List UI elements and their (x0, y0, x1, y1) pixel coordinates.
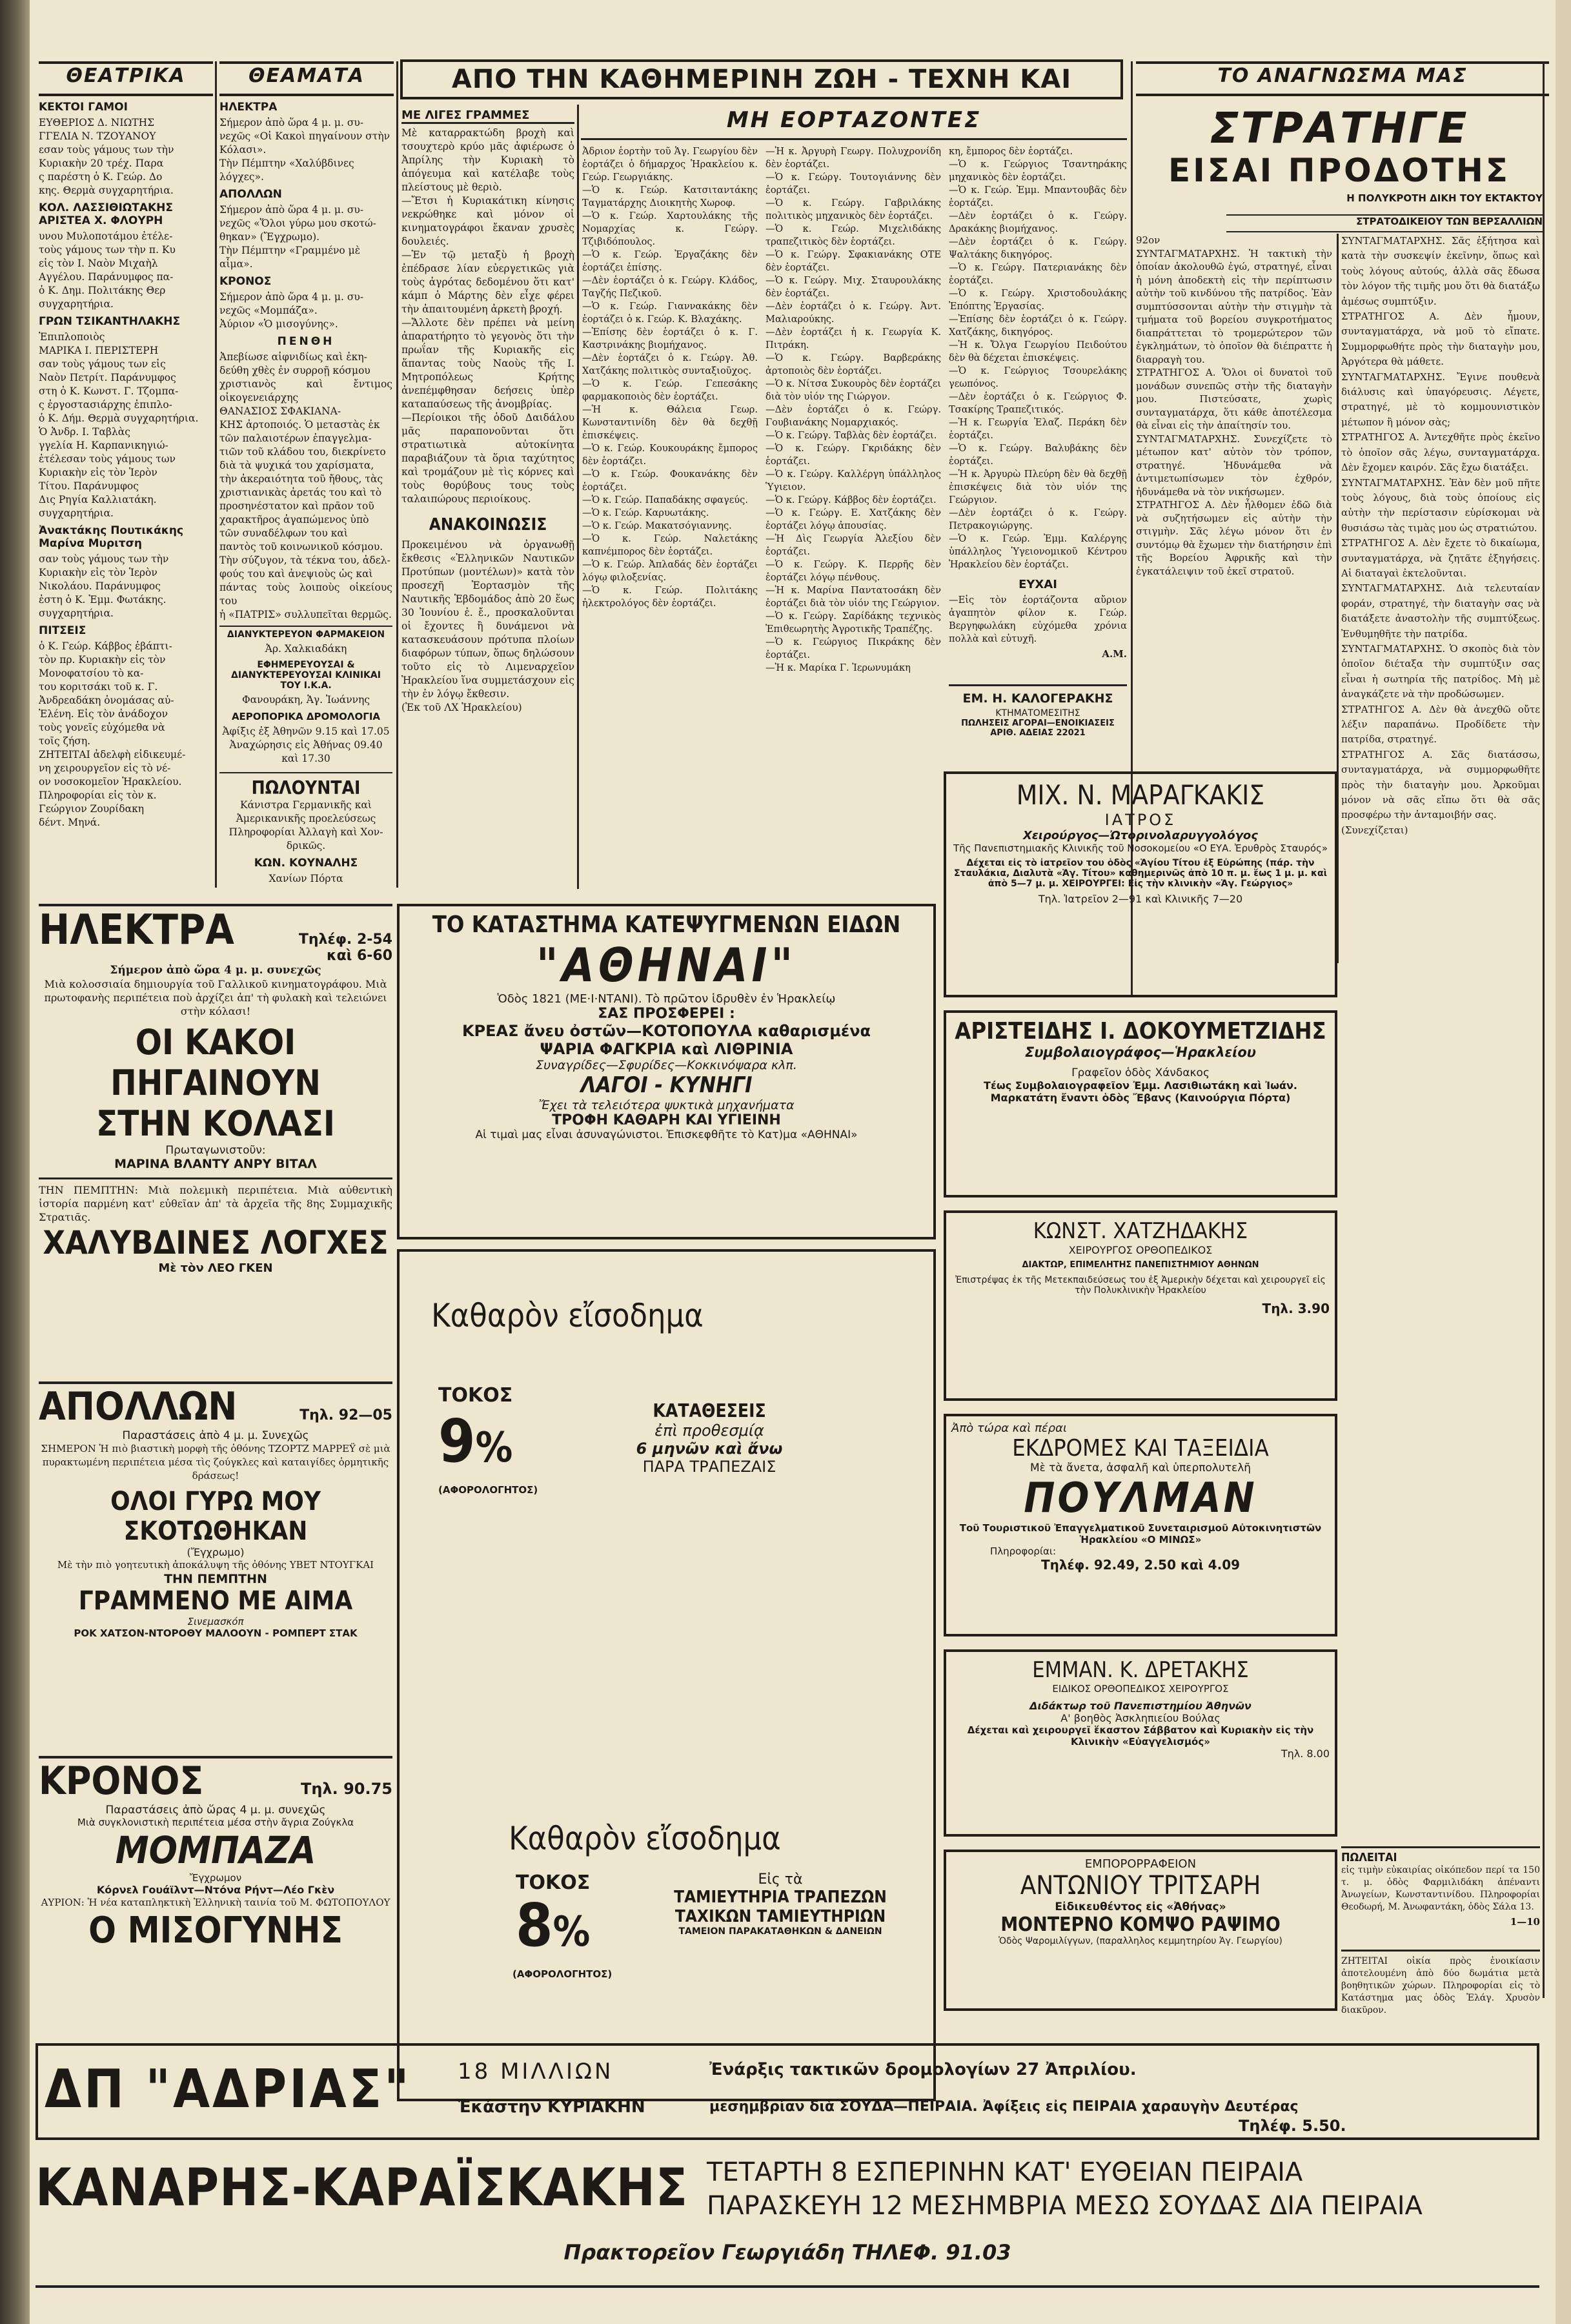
section-title: ΔΙΑΝΥΚΤΕΡΕΥΟΝ ΦΑΡΜΑΚΕΙΟΝ (219, 626, 392, 640)
dretakis-l2: Α' βοηθὸς Ἀσκληπιείου Βούλας (1060, 1712, 1221, 1724)
polountai-address: Χανίων Πόρτα (269, 873, 343, 884)
item-body: Ἐπιπλοποιὸς ΜΑΡΙΚΑ Ι. ΠΕΡΙΣΤΕΡΗ σαν τοὺς γάμους των εἰς Ναὸν Πετρίτ. Παράνυμφος στη ὁ Κ. Κωνστ. Γ. Τζομπα- ς ἐργοστασιάρχης ἐπιπλο- ὁ Κ. Δήμ. Θερμὰ συγχαρητήρια. Ὁ Ἀνδρ. Ι. Ταβλὰς γγελία Η. Καρπανικηγιώ- ἐτέλεσαν τοὺς γάμους των Κυριακὴν εἰς τὸν Ἱερὸν Τίτου. Παράνυμφος Δις Ρηγία Καλλιατάκη. συγχαρητήρια. (39, 331, 199, 519)
item-body: σαν τοὺς γάμους των τὴν Κυριακὴν εἰς τὸν Ἱερὸν Νικολάου. Παράνυμφος ἐστη ὁ Κ. Ἐμμ. Φωτάκης. συγχαρητήρια. (39, 553, 169, 619)
ilektra-film-2: ΣΤΗΝ ΚΟΛΑΣΙ (96, 1103, 335, 1144)
apollon-line1: Παραστάσεις ἀπὸ 4 μ. μ. Συνεχῶς (122, 1429, 309, 1442)
adrias-ship-ad (35, 2043, 1539, 2140)
section-title: ΑΕΡΟΠΟΡΙΚΑ ΔΡΟΜΟΛΟΓΙΑ (231, 711, 381, 722)
bank-percent-2: % (552, 1908, 591, 1956)
apollon-color: (Ἔγχρωμο) (187, 1546, 245, 1558)
to-anagnosma-header: ΤΟ ΑΝΑΓΝΩΣΜΑ ΜΑΣ (1136, 61, 1549, 96)
adrias-name: ΔΠ "ΑΔΡΙΑΣ" (45, 2059, 412, 2120)
kanaris-name: ΚΑΝΑΡΗΣ-ΚΑΡΑΪΣΚΑΚΗΣ (35, 2157, 688, 2217)
dokoumetzidis-ad (944, 1010, 1337, 1198)
kronos-line2: Μιὰ συγκλονιστικὴ περιπέτεια μέσα στὴν ἄγρια Ζούγκλα (77, 1817, 354, 1828)
section-body: Ἀρ. Χαλκιαδάκη (265, 643, 347, 655)
kalogerakis-l3: ΑΡΙΘ. ΑΔΕΙΑΣ 22021 (990, 728, 1086, 738)
section-body: Σήμερον ἀπὸ ὥρα 4 μ. μ. συ- νεχῶς «Μομπάζα». Ἀύριον «Ὁ μισογύνης». (219, 291, 364, 330)
maragkakis-name: ΜΙΧ. Ν. ΜΑΡΑΓΚΑΚΙΣ (1016, 779, 1265, 811)
section-body: Φανουράκη, Ἁγ. Ἰωάννης (241, 694, 370, 706)
maragkakis-l3: Δέχεται εἰς τὸ ἰατρεῖον του ὁδὸς «Ἁγίου Τίτου ἐξ Εὐρώπης (πάρ. τὴν Σταυλάκια, Διαλυτὰ «Ἁγ. Τίτου» καθημερινῶς ἀπὸ 10 π. μ. ἕως 1 μ. μ. καὶ ἀπὸ 5—7 μ. μ. ΧΕΙΡΟΥΡΓΕΙ: Εἰς τὴν κλινικὴν «Ἁγ. Γεώργιος» (953, 858, 1328, 889)
binding-spine (0, 0, 30, 2324)
non-celebrants-title: ΜΗ ΕΟΡΤΑΖΟΝΤΕΣ (581, 105, 1127, 140)
kronos-next: ΑΥΡΙΟΝ: Ἡ νέα καταπληκτικὴ Ἑλληνικὴ ταινία τοῦ Μ. ΦΩΤΟΠΟΥΛΟΥ (41, 1897, 390, 1908)
tritsaris-l3: Ὁδὸς Ψαρομιλίγγων, (παραλληλος κεμμητηρίου Ἁγ. Γεωργίου) (998, 1936, 1282, 1946)
section-body: Ἀπεβίωσε αἰφνιδίως καὶ ἐκη- δεύθη χθὲς ἐν συρροῇ κόσμου χριστιανὸς καὶ ἔντιμος οἰκογενειάρχης ΘΑΝΑΣΙΟΣ ΣΦΑΚΙΑΝΑ- ΚΗΣ ἀρτοποιός. Ὁ μεταστὰς ἐκ τῶν παλαιοτέρων ἐπαγγελμα- τιῶν τοῦ κλάδου του, διεκρίνετο διὰ τὰ ψυχικά του χαρίσματα, τὴν ἀκεραιότητα τοῦ ἤθους, τὰς χριστιανικὰς ἀρετάς του καὶ τὸ προσηνέστατον καὶ πρᾶον τοῦ χαρακτῆρος ἀγαπώμενος ὑπὸ τῶν συναδέλφων του καὶ παντὸς τοῦ κοινωνικοῦ κόσμου. Τὴν σύζυγον, τὰ τέκνα του, ἀδελ- φούς του καὶ ἀνεψιοὺς ὡς καὶ πάντας τοὺς λοιποὺς οἰκείους του ἡ «ΠΑΤΡΙΣ» συλλυπεῖται θερμῶς. (219, 351, 392, 620)
athinai-l5: Ἔχει τὰ τελειότερα ψυκτικὰ μηχανήματα (538, 1098, 795, 1112)
section-title: ΑΠΟΛΛΩΝ (219, 188, 282, 201)
apollon-cinemascope: Σινεμασκόπ (187, 1616, 244, 1627)
kalogerakis-name: ΕΜ. Η. ΚΑΛΟΓΕΡΑΚΗΣ (962, 691, 1113, 706)
ilektra-stars-label: Πρωταγωνιστοῦν: (165, 1144, 266, 1157)
pouman-l1: Μὲ τὰ ἄνετα, ἀσφαλῆ καὶ ὑπερπολυτελῆ (1029, 1462, 1252, 1474)
item-title: ΠΙΤΣΕΙΣ (39, 624, 86, 637)
tritsaris-l0: ΕΜΠΟΡΟΡΡΑΦΕΙΟΝ (1084, 1857, 1197, 1871)
kronos-next-film: Ο ΜΙΣΟΓΥΝΗΣ (88, 1910, 343, 1952)
chatzidakis-role: ΧΕΙΡΟΥΡΓΟΣ ΟΡΘΟΠΕΔΙΚΟΣ (1068, 1244, 1213, 1256)
kronos-stars: Κόρνελ Γουάϊλντ—Ντόνα Ρήντ—Λέο Γκὲν (96, 1884, 335, 1896)
non-celebrants-col-c (949, 145, 1127, 681)
bank-b3: ΤΑΧΙΚΩΝ ΤΑΜΙΕΥΤΗΡΙΩΝ (674, 1907, 886, 1926)
tritsaris-l2: ΜΟΝΤΕΡΝΟ ΚΟΜΨΟ ΡΑΨΙΜΟ (1000, 1913, 1281, 1936)
kanaris-ship-ad (35, 2150, 1539, 2288)
apollon-name: ΑΠΟΛΛΩΝ (39, 1384, 238, 1429)
adrias-b1a: 18 ΜΙΛΛΙΩΝ (458, 2059, 614, 2084)
apollon-tel: Τηλ. 92—05 (299, 1407, 392, 1423)
item-title: ΚΕΚΤΟΙ ΓΑΜΟΙ (39, 101, 128, 114)
kalogerakis-l1: ΚΤΗΜΑΤΟΜΕΣΙΤΗΣ (995, 708, 1080, 719)
pwleitai-body: εἰς τιμὴν εὐκαιρίας οἰκόπεδον περί τα 150 τ. μ. ὁδὸς Φαρμιλιδάκη ἀπέναντι Ἀνωγείων, Κωνσταντινίδου. Πληροφορίαι Θεοδωρή, Μ. Ἀνωφαντάκη, ὁδὸς Σάλα 13. (1341, 1865, 1540, 1912)
chatzidakis-name: ΚΩΝΣΤ. ΧΑΤΖΗΔΑΚΗΣ (1033, 1218, 1248, 1244)
apollon-film: ΟΛΟΙ ΓΥΡΩ ΜΟΥ ΣΚΟΤΩΘΗΚΑΝ (110, 1487, 321, 1546)
ilektra-name: ΗΛΕΚΤΡΑ (39, 906, 234, 954)
ilektra-next-star: Μὲ τὸν ΛΕΟ ΓΚΕΝ (158, 1261, 273, 1275)
item-body: ὁ Κ. Γεώρ. Κάββος ἐβάπτι- τὸν πρ. Κυριακὴν εἰς τὸν Μονοφατσίου τὸ κα- του κοριτσάκι τοῦ κ. Γ. Ἀνδρεαδάκη ὀνομάσας αὐ- Ἐλένη. Εἰς τὸν ἀνάδοχον τοὺς γονεῖς εὐχόμεθα νὰ τοῖς ζήση. ΖΗΤΕΙΤΑΙ ἀδελφὴ εἰδικευμέ- νη χειρουργεῖον εἰς τὸ νέ- ον νοσοκομεῖον Ἡρακλείου. Πληροφορίαι εἰς τὸν κ. Γεώργιον Ζουρίδακη δέντ. Μηνά. (39, 640, 186, 828)
serial-subtitle-2: ΣΤΡΑΤΟΔΙΚΕΙΟΥ ΤΩΝ ΒΕΡΣΑΛΛΙΩΝ (1226, 214, 1543, 232)
wishes-body: —Εἰς τὸν ἑορτάζοντα αὔριον ἀγαπητὸν φίλον κ. Γεώρ. Βεργηφωλάκη εὐχόμεθα χρόνια πολλὰ καὶ εὐτυχῆ. (949, 595, 1127, 644)
serial-text-a: 92ον ΣΥΝΤΑΓΜΑΤΑΡΧΗΣ. Ἡ τακτικὴ τὴν ὁποίαν ἀκολουθῶ ἐγώ, στρατηγέ, εἶναι ἡ μόνη ἀποδεκτὴ εἰς τὴν περίπτωσιν αὐτὴν τοῦ κινδύνου τῆς πατρίδος. Ἐὰν συμπτύσσονται αὐτὴν τὴν στιγμὴν τὰ τμήματα τοῦ βορείου συγκροτήματος διαπράττεται τὸ τρομερώτερον τῶν ἐγκλημάτων, τὸ ὁποῖον θὰ διέπραττε ἡ διαρραγὴ του. ΣΤΡΑΤΗΓΟΣ Α. Ὅλοι οἱ δυνατοὶ τοῦ μονάδων συνεπῶς στὴν τῆς διαταγὴν μου. Πιστεύσατε, χωρὶς συνταγματάρχα, ὅτι κάθε ἀποτέλεσμα θὰ εἶναι εἰς τὴν ἀπαίτησίν του. ΣΥΝΤΑΓΜΑΤΑΡΧΗΣ. Συνεχίζετε τὸ μέτωπον κατ' αὐτὸν τὸν τρόπον, στρατηγέ. Ἡδυνάμεθα νὰ ἀντιμετωπίσωμεν τὸν ἐχθρόν, ἠδυνάμεθα νὰ τὸν νικήσωμεν. ΣΤΡΑΤΗΓΟΣ Α. Δὲν ἦλθομεν ἐδῶ διὰ νὰ συζητήσωμεν εἰς αὐτὴν τὴν στιγμὴν. Σᾶς λέγω μόνον ὅτι ἐν συντόμῳ θὰ ἔχωμεν τὴν διατήρησιν ἐπὶ τῆς Βορείου Ἀφρικῆς καὶ τὴν ἐγκατάλειψιν τοῦ ἐκεῖ στρατοῦ. (1136, 234, 1332, 577)
non-celebrants-col-c-text: κη, ἔμπορος δὲν ἑορτάζει. —Ὁ κ. Γεώργιος Τσαντηράκης μηχανικὸς δὲν ἑορτάζει. —Ὁ κ. Γεώρ. Ἐμμ. Μπαντουβᾶς δὲν ἑορτάζει. —Δὲν ἑορτάζει ὁ κ. Γεώργ. Δρακάκης βιομήχανος. —Δὲν ἑορτάζει ὁ κ. Γεώργ. Ψαλτάκης δικηγόρος. —Ὁ κ. Γεώργ. Πατεριανάκης δὲν ἑορτάζει. —Ὁ κ. Γεώργ. Χριστοδουλάκης Ἐπόπτης Ἐργασίας. —Ἐπίσης δὲν ἑορτάζει ὁ κ. Γεώργ. Χατζάκης, δικηγόρος. —Ἡ κ. Ὄλγα Γεωργίου Πειδούτου δὲν θὰ δέχεται ἐπισκέψεις. —Ὁ κ. Γεώργιος Τσουρελάκης γεωπόνος. —Δὲν ἑορτάζει ὁ κ. Γεώργιος Φ. Τσακίρης Τραπεζιτικός. —Ἡ κ. Γεωργία Ἐλαζ. Περάκη δὲν ἑορτάζει. —Ὁ κ. Γεώργ. Βαλυβάκης δὲν ἑορτάζει. —Ἡ κ. Ἀργυρὼ Πλεύρη δὲν θὰ δεχθῇ ἐπισκέψεις διὰ τὸν υἱόν της Γεώργιον. —Δὲν ἑορτάζει ὁ κ. Γεώργ. Πετρακογιώργης. —Ὁ κ. Γεώρ. Ἐμμ. Καλέργης ὑπάλληλος Ὑγειονομικοῦ Κέντρου Ἡρακλείου δὲν ἑορτάζει. (949, 146, 1127, 570)
section-body: Σήμερον ἀπὸ ὥρα 4 μ. μ. συ- νεχῶς «Ὅλοι γύρω μου σκοτώ- θηκαν» (Ἔγχρωμο). Τὴν Πέμπτην «Γραμμένο μὲ αἷμα». (219, 204, 376, 270)
ilektra-film: ΟΙ ΚΑΚΟΙ ΠΗΓΑΙΝΟΥΝ (110, 1022, 321, 1103)
section-body: Σήμερον ἀπὸ ὥρα 4 μ. μ. συ- νεχῶς «Οἱ Κακοὶ πηγαίνουν στὴν Κόλασι». Τὴν Πέμπτην «Χαλύβδινες λόγχες». (219, 117, 390, 183)
bank-b4: ΤΑΜΕΙΟΝ ΠΑΡΑΚΑΤΑΘΗΚΩΝ & ΔΑΝΕΙΩΝ (678, 1926, 882, 1937)
announcements-body: Προκειμένου νὰ ὀργανωθῇ ἔκθεσις «Ἑλληνικῶν Ναυτικῶν Προτύπων (μοντέλων)» κατὰ τὸν προσεχῆ Ἑορτασμὸν τῆς Ναυτικῆς Ἑβδομάδος ἀπὸ 20 ἕως 30 Ἰουνίου ἐ. ἔ., προσκαλοῦνται οἱ ἔχοντες ἢ δυνάμενοι νὰ κατασκευάσουν πρότυπα πλοίων διαφόρων τύπων, ὅπως δηλώσουν τοῦτο εἰς τὸ Λιμεναρχεῖον Ἡρακλείου ἵνα συμμετάσχουν εἰς τὴν ἐν λόγῳ ἔκθεσιν. (Ἐκ τοῦ ΛΧ Ἡρακλείου) (401, 539, 574, 713)
brief-news-column (401, 105, 574, 889)
tritsaris-l1: Εἰδικευθέντος εἰς «Ἀθήνας» (1055, 1901, 1226, 1913)
adrias-b2b: μεσημβρίαν διὰ ΣΟΥΔΑ—ΠΕΙΡΑΙΑ. Ἀφίξεις εἰς ΠΕΙΡΑΙΑ χαραυγὴν Δευτέρας (709, 2099, 1299, 2115)
kanaris-k2: ΠΑΡΑΣΚΕΥΗ 12 ΜΕΣΗΜΒΡΙΑ ΜΕΣΩ ΣΟΥΔΑΣ ΔΙΑ ΠΕΙΡΑΙΑ (707, 2191, 1423, 2221)
bank-tax-free-1: (ΑΦΟΡΟΛΟΓΗΤΟΣ) (438, 1484, 538, 1496)
non-celebrants-col-b: —Ἡ κ. Ἀργυρὴ Γεωργ. Πολυχρονίδη δὲν ἑορτάζει. —Ὁ κ. Γεώργ. Τουτογιάννης δὲν ἑορτάζει. —Ὁ κ. Γεώργ. Γαβριλάκης πολιτικὸς μηχανικὸς δὲν ἑορτάζει. —Ὁ κ. Γεώρ. Μιχελιδάκης τραπεζιτικὸς δὲν ἑορτάζει. —Ὁ κ. Γεώργ. Σφακιανάκης ΟΤΕ δὲν ἑορτάζει. —Ὁ κ. Γεώργ. Μιχ. Σταυρουλάκης δὲν ἑορτάζει. —Δὲν ἑορτάζει ὁ κ. Γεώργ. Ἀντ. Μαλιαρούκης. —Δὲν ἑορτάζει ἡ κ. Γεωργία Κ. Πιτράκη. —Ὁ κ. Γεώργ. Βαρβεράκης ἀρτοποιὸς δὲν ἑορτάζει. —Ὁ κ. Νίτσα Συκουρὸς δὲν ἑορτάζει διὰ τὸν υἱόν της Γιώργον. —Δὲν ἑορτάζει ὁ κ. Γεώργ. Γουβιανάκης Νομαρχιακός. —Ὁ κ. Γεώργ. Ταβλὰς δὲν ἑορτάζει. —Ὁ κ. Γεώργ. Γκριδάκης δὲν ἑορτάζει. —Ὁ κ. Γεώργ. Καλλέργη ὑπάλληλος Ὑγιειον. —Ὁ κ. Γεώργ. Κάββος δὲν ἑορτάζει. —Ὁ κ. Γεώργ. Ε. Χατζάκης δὲν ἑορτάζει λόγῳ ἀπουσίας. —Ἡ Δὶς Γεωργία Ἀλεξίου δὲν ἑορτάζει. —Ὁ κ. Γεώργ. Κ. Περρῆς δὲν ἑορτάζει λόγῳ πένθους. —Ἡ κ. Μαρίνα Παντατοσάκη δὲν ἑορτάζει διὰ τὸν υἱόν της Γεώργιον. —Ὁ κ. Γεώργ. Σαρίδάκης τεχνικὸς Ἐπιθεωρητὴς Ἀγροτικῆς Τραπέζης. —Ὁ κ. Γεώργιος Πικράκης δὲν ἑορτάζει. —Ἡ κ. Μαρίκα Γ. Ἰερωνυμάκη (765, 146, 941, 673)
bank-b2: ΤΑΜΙΕΥΤΗΡΙΑ ΤΡΑΠΕΖΩΝ (674, 1888, 887, 1907)
athinai-l6: ΤΡΟΦΗ ΚΑΘΑΡΗ ΚΑΙ ΥΓΙΕΙΝΗ (552, 1112, 781, 1128)
serial-subtitle: Η ΠΟΛΥΚΡΟΤΗ ΔΙΚΗ ΤΟΥ ΕΚΤΑΚΤΟΥ (1346, 192, 1543, 204)
adrias-b2c: Τηλέφ. 5.50. (1239, 2117, 1346, 2135)
kronos-tel: Τηλ. 90.75 (300, 1780, 392, 1798)
brief-news-body: Μὲ καταρρακτώδη βροχὴ καὶ τσουχτερὸ κρύο μᾶς ἀφιέρωσε ὁ Ἀπρίλης τὴν Κυριακὴ τὸ ἀπόγευμα καὶ κατέλαβε τοὺς πλείστους μὲ θεριὸ. —Ἔτσι ἡ Κυριακάτικη κίνησις νεκρώθηκε καὶ μόνον οἱ κινηματογράφοι ἔκαναν χρυσὲς δουλειές. —Ἐν τῷ μεταξὺ ἡ βροχὴ ἐπέδρασε λίαν εὐεργετικῶς γιὰ τοὺς ἀγρότας δεδομένου ὅτι κατ' κάμπ ὁ Μάρτης δὲν εἶχε φέρει τὴν ἀπαιτουμένη ἀρκετὴ βροχή. —Ἄλλοτε δὲν πρέπει νὰ μείνη ἀπαρατήρητο τὸ γεγονὸς ὅτι τὴν πρωΐαν τῆς Κυριακῆς εἰς ἅπαντας τοὺς Ναοὺς τῆς Ι. Μητροπόλεως Κρήτης ἀνεπέμφθησαν δεήσεις ὑπὲρ καταπαύσεως τῆς ἀνομβρίας. —Περίοικοι τῆς ὁδοῦ Δαιδάλου μᾶς παραπονοῦνται ὅτι στρατιωτικὰ αὐτοκίνητα παραβιάζουν τὰ ὅρια ταχύτητος καὶ τρομάζουν μὲ τὶς κόρνες καὶ τοὺς θορύβους τους τοὺς ταλαιπώρους περιοίκους. (401, 127, 574, 505)
chatzidakis-l1: ΔΙΑΚΤΩΡ, ΕΠΙΜΕΛΗΤΗΣ ΠΑΝΕΠΙΣΤΗΜΙΟΥ ΑΘΗΝΩΝ (1022, 1260, 1259, 1270)
adrias-b2a: Ἑκάστην ΚΥΡΙΑΚΗΝ (458, 2097, 645, 2117)
pouman-ad (944, 1414, 1337, 1636)
kalogerakis-ad (949, 684, 1127, 764)
dretakis-l3: Δέχεται καὶ χειρουργεῖ ἕκαστον Σάββατον καὶ Κυριακὴν εἰς τὴν Κλινικὴν «Εὐαγγελισμός» (967, 1724, 1314, 1748)
item-title: Ἀνακτάκης Πουτικάκης Μαρίνα Μυριτση (39, 524, 184, 550)
bank-tokos-1: ΤΟΚΟΣ (438, 1384, 513, 1407)
non-celebrants-col-a: Ἀδριον ἑορτὴν τοῦ Ἁγ. Γεωργίου δὲν ἑορτάζει ὁ δήμαρχος Ἡρακλείου κ. Γεώρ. Γεωργιάκης. —Ὁ κ. Γεώρ. Κατσιταντάκης Ταγματάρχης Διοικητὴς Χωροφ. —Ὁ κ. Γεώρ. Χαρτουλάκης τῆς Νομαρχίας κ. Γεώργ. Τζιβιδόπουλος. —Ὁ κ. Γεώρ. Ἐργαζάκης δὲν ἑορτάζει ἐπίσης. —Δὲν ἑορτάζει ὁ κ. Γεώργ. Κλάδος, Ταγζής Πεζικοῦ. —Ὁ κ. Γεώρ. Γιαννακάκης δὲν ἑορτάζει ὁ κ. Γεώρ. Κ. Βλαχάκης. —Ἐπίσης δὲν ἑορτάζει ὁ κ. Γ. Καστρινάκης βιομήχανος. —Δὲν ἑορτάζει ὁ κ. Γεώργ. Ἀθ. Χατζάκης πολιτικὸς συνταξιοῦχος. —Ὁ κ. Γεώρ. Γεπεσάκης φαρμακοποιὸς δὲν ἑορτάζει. —Ἡ κ. Θάλεια Γεωρ. Κωνσταντινίδη δὲν θὰ δεχθῇ ἐπισκέψεις. —Ὁ κ. Γεώρ. Κουκουράκης ἔμπορος δὲν ἑορτάζει. —Ὁ κ. Γεώρ. Φουκανάκης δὲν ἑορτάζει. —Ὁ κ. Γεώρ. Παπαδάκης σφαγεύς. —Ὁ κ. Γεώρ. Καρυωτάκης. —Ὁ κ. Γεώρ. Μακατσόγιαννης. —Ὁ κ. Γεώρ. Ναλετάκης καπνέμπορος δὲν ἑορτάζει. —Ὁ κ. Γεώρ. Ἀπλαδάς δὲν ἑορτάζει λόγῳ φιλοξενίας. —Ὁ κ. Γεώρ. Πολιτάκης ἠλεκτρολόγος δὲν ἑορτάζει. (582, 146, 758, 609)
serial-title-2: ΕΙΣΑΙ ΠΡΟΔΟΤΗΣ (1168, 152, 1510, 189)
apollon-next: ΤΗΝ ΠΕΜΠΤΗΝ (164, 1572, 267, 1586)
bank-deposits-3: 6 μηνῶν καὶ ἄνω (636, 1440, 783, 1458)
maragkakis-l2: Τῆς Πανεπιστημιακῆς Κλινικῆς τοῦ Νοσοκομείου «Ο ΕΥΑ. Ἐρυθρὸς Σταυρός» (953, 842, 1328, 854)
item-title: ΚΟΛ. ΛΑΣΣΙΘΙΩΤΑΚΗΣ ΑΡΙΣΤΕΑ Χ. ΦΛΟΥΡΗ (39, 201, 174, 227)
pouman-tel: Τηλέφ. 92.49, 2.50 καὶ 4.09 (1040, 1557, 1241, 1573)
wedding-news-column (39, 97, 212, 884)
section-title: ΗΛΕΚΤΡΑ (219, 101, 278, 114)
kanaris-k1: ΤΕΤΑΡΤΗ 8 ΕΣΠΕΡΙΝΗΝ ΚΑΤ' ΕΥΘΕΙΑΝ ΠΕΙΡΑΙΑ (707, 2157, 1303, 2187)
zhteitai-ad: ΖΗΤΕΙΤΑΙ οἰκία πρὸς ἐνοικίασιν ἀποτελουμένη ἀπὸ δύο δωμάτια μετὰ βοηθητικῶν χώρων. Πληροφορίαι εἰς τὸ Κατάστημα μας ὁδὸς Ἐλάγ. Χρυσὸν διακῦρον. (1341, 1950, 1540, 2039)
polountai-body: Κάνιστρα Γερμανικῆς καὶ Ἀμερικανικῆς προελεύσεως Πληροφορίαι Ἀλλαγὴ καὶ Χον- δρικῶς. (228, 799, 383, 851)
ilektra-cinema-ad (39, 904, 392, 1371)
athinai-name: "ΑΘΗΝΑΙ" (536, 938, 797, 992)
dretakis-tel: Τηλ. 8.00 (1281, 1748, 1330, 1760)
serial-text-b: ΣΥΝΤΑΓΜΑΤΑΡΧΗΣ. Σᾶς ἐξήτησα καὶ κατὰ τὴν συσκεψίν ἐκεῖνην, ὅπως καὶ τοὺς λόγους αὐτούς, ἀλλὰ σᾶς ἔδωσα τὸν λόγον τῆς τιμῆς μου ὅτι θὰ διατάξω ἀμέσως συμπτύξιν. ΣΤΡΑΤΗΓΟΣ Α. Δὲν ἦμουν, συνταγματάρχα, νὰ μοῦ τὸ εἴπατε. Συμμορφωθήτε πρὸς τὴν διαταγὴν μου, Ἀργότερα θὰ μάθετε. ΣΥΝΤΑΓΜΑΤΑΡΧΗΣ. Ἔγινε πουθενὰ διάλυσις καὶ ὑπαγόρευσις. Λέγετε, στρατηγέ, μὲ τὸ κομμουνιστικὸν μέτωπον ἢ μόνον σὰς; ΣΤΡΑΤΗΓΟΣ Α. Ἀντεχθῆτε πρὸς ἐκεῖνο τὸ ὁποῖον σᾶς λέγω, συνταγματάρχα. Δὲν ἔχομεν καιρόν. Σᾶς ἔχω διατάξει. ΣΥΝΤΑΓΜΑΤΑΡΧΗΣ. Ἐὰν δὲν μοῦ πῆτε τοὺς λόγους, διὰ τοὺς ὁποίους εἰς αὐτὴν τὴν περίστασιν εὑρίσκομαι νὰ θυσιάσω τὰς τιμὰς μου ὡς στρατιώτου. ΣΤΡΑΤΗΓΟΣ Α. Δὲν ἔχετε τὸ δικαίωμα, συνταγματάρχα, νὰ ζητᾶτε ἐξηγήσεις. Αἱ διαταγαὶ ἐκτελοῦνται. ΣΥΝΤΑΓΜΑΤΑΡΧΗΣ. Διὰ τελευταίαν φοράν, στρατηγέ, τὴν διαταγὴν σας νὰ διατάξετε ἀναστολὴν τῆς συμπτύξεως. Ἐνθυμηθῆτε τὴν πατρίδα. ΣΥΝΤΑΓΜΑΤΑΡΧΗΣ. Ὁ σκοπὸς διὰ τὸν ὁποῖον διέταξα τὴν συμπτύξιν σας εἶναι ἡ σωτηρία τῆς πατρίδος. Μὴ μὲ ἀναγκάζετε νὰ τὴν προδώσωμεν. ΣΤΡΑΤΗΓΟΣ Α. Δὲν θὰ ἀνεχθῶ οὔτε λέξιν παραπάνω. Προδίδετε τὴν πατρίδα, στρατηγέ. ΣΤΡΑΤΗΓΟΣ Α. Σᾶς διατάσσω, συνταγματάρχα, νὰ συμμορφωθῆτε πρὸς τὴν διαταγὴν μου. Ἀρκοῦμαι μόνον νὰ σᾶς εἴπω ὅτι θὰ σᾶς προσφέρω τὴν ἀνταμοιβήν σας. (Συνεχίζεται) (1341, 235, 1540, 836)
dretakis-name: ΕΜΜΑΝ. Κ. ΔΡΕΤΑΚΗΣ (1032, 1657, 1249, 1683)
athinai-l4: ΛΑΓΟΙ - ΚΥΝΗΓΙ (580, 1072, 753, 1098)
ilektra-line2: Μιὰ κολοσσιαία δημιουργία τοῦ Γαλλικοῦ κινηματογράφου. Μιὰ πρωτοφανὴς περιπέτεια ποὺ ἀρχίζει ἀπ' τὴ φυλακὴ καὶ τελειώνει στὴν κόλασι! (44, 978, 387, 1017)
wishes-signature: Α.Μ. (1102, 648, 1127, 660)
athinai-l3: Συναγρίδες—Σφυρίδες—Κοκκινόψαρα κλπ. (536, 1058, 797, 1072)
pwleitai-ad (1341, 1846, 1540, 1945)
athinai-l1: ΚΡΕΑΣ ἄνευ ὀστῶν—ΚΟΤΟΠΟΥΛΑ καθαρισμένα (461, 1022, 871, 1040)
bank-deposits-4: ΠΑΡΑ ΤΡΑΠΕΖΑΙΣ (642, 1458, 776, 1476)
maragkakis-ad (944, 771, 1337, 997)
pouman-l0: Ἀπὸ τώρα καὶ πέραι (951, 1422, 1068, 1435)
athinai-l7: Αἱ τιμαὶ μας εἶναι ἀσυναγώνιστοι. Ἐπισκεφθῆτε τὸ Κατ)μα «ΑΘΗΝΑΙ» (475, 1128, 858, 1141)
kronos-name: ΚΡΟΝΟΣ (39, 1758, 204, 1804)
agency-contact: Πρακτορεῖον Γεωργιάδη ΤΗΛΕΦ. 91.03 (563, 2240, 1011, 2265)
ilektra-tel: Τηλέφ. 2-54 καὶ 6-60 (298, 932, 392, 964)
apollon-next-stars: ΡΟΚ ΧΑΤΣΟΝ-ΝΤΟΡΟΘΥ ΜΑΛΟΟΥΝ - ΡΟΜΠΕΡΤ ΣΤΑΚ (74, 1627, 358, 1639)
kalogerakis-l2: ΠΩΛΗΣΕΙΣ ΑΓΟΡΑΙ—ΕΝΟΙΚΙΑΣΕΙΣ (961, 719, 1115, 728)
wishes-title: ΕΥΧΑΙ (1019, 578, 1057, 591)
bank-deposits-2: ἐπὶ προθεσμίᾳ (654, 1422, 764, 1440)
athinai-offer: ΣΑΣ ΠΡΟΣΦΕΡΕΙ : (598, 1006, 735, 1022)
bank-tax-free-2: (ΑΦΟΡΟΛΟΓΗΤΟΣ) (512, 1968, 613, 1980)
maragkakis-tel: Τηλ. Ἰατρεῖον 2—91 καὶ Κλινικῆς 7—20 (1038, 893, 1243, 905)
pouman-name-2: ΠΟΥΛΜΑΝ (1024, 1474, 1257, 1522)
brief-news-title: ΜΕ ΛΙΓΕΣ ΓΡΑΜΜΕΣ (401, 108, 574, 124)
polountai-name: ΚΩΝ. ΚΟΥΝΑΛΗΣ (254, 857, 358, 870)
serial-title-1: ΣΤΡΑΤΗΓΕ (1210, 103, 1469, 153)
athinai-address: Ὁδὸς 1821 (ΜΕ·Ι·ΝΤΑΝΙ). Τὸ πρῶτον ἱδρυθὲν ἐν Ἡρακλείῳ (497, 992, 836, 1006)
ilektra-stars: ΜΑΡΙΝΑ ΒΛΑΝΤΥ ΑΝΡΥ ΒΙΤΑΛ (114, 1157, 317, 1171)
kronos-line1: Παραστάσεις ἀπὸ ὥρας 4 μ. μ. συνεχῶς (105, 1804, 326, 1817)
maragkakis-l1: Χειρούργος—Ὠτορινολαρυγγολόγος (1023, 829, 1258, 842)
item-title: ΓΡΩΝ ΤΣΙΚΑΝΤΗΛΑΚΗΣ (39, 315, 181, 328)
chatzidakis-ad (944, 1210, 1337, 1401)
ilektra-line1: Σήμερον ἀπὸ ὥρα 4 μ. μ. συνεχῶς (110, 964, 321, 977)
kronos-color: Ἔγχρωμον (189, 1872, 242, 1884)
athinai-title: ΤΟ ΚΑΤΑΣΤΗΜΑ ΚΑΤΕΨΥΓΜΕΝΩΝ ΕΙΔΩΝ (432, 912, 901, 938)
section-title: ΕΦΗΜΕΡΕΥΟΥΣΑΙ & ΔΙΑΝΥΚΤΕΡΕΥΟΥΣΑΙ ΚΛΙΝΙΚΑΙ ΤΟΥ Ι.Κ.Α. (231, 660, 381, 691)
pouman-l2: Τοῦ Τουριστικοῦ Ἐπαγγελματικοῦ Συνεταιρισμοῦ Αὐτοκινητιστῶν Ἡρακλείου «Ο ΜΙΝΩΣ» (959, 1522, 1322, 1545)
athinai-shop-ad (397, 904, 936, 1239)
chatzidakis-l2: Ἐπιστρέψας ἐκ τῆς Μετεκπαιδεύσεως του ἐξ Ἀμερικὴν δέχεται καὶ χειρουργεῖ εἰς τὴν Πολυκλινικὴν Ἡρακλείου (955, 1275, 1326, 1296)
section-body: Ἀφίξις ἐξ Ἀθηνῶν 9.15 καὶ 17.05 Ἀναχώρησις εἰς Ἀθήνας 09.40 καὶ 17.30 (222, 726, 390, 764)
apollon-next-film: ΓΡΑΜΜΕΝΟ ΜΕ ΑΙΜΑ (78, 1586, 353, 1616)
ilektra-next: ΤΗΝ ΠΕΜΠΤΗΝ: Μιὰ πολεμικὴ περιπέτεια. Μιὰ αὐθεντικὴ ἱστορία παρμένη κατ' εὐθεῖαν ἀπ' τὰ ἀρχεῖα τῆς 8ης Συμμαχικῆς Στρατιᾶς. (39, 1177, 392, 1224)
dokoumetzidis-name: ΑΡΙΣΤΕΙΔΗΣ Ι. ΔΟΚΟΥΜΕΤΖΙΔΗΣ (955, 1018, 1326, 1045)
athinai-l2: ΨΑΡΙΑ ΦΑΓΚΡΙΑ καὶ ΛΙΘΡΙΝΙΑ (540, 1040, 793, 1058)
kronos-film: ΜΟΜΠΑΖΑ (115, 1828, 316, 1872)
bank-interest-ad (397, 1249, 936, 2101)
apollon-cinema-ad (39, 1381, 392, 1746)
dokoumetzidis-l2: Τέως Συμβολαιογραφεῖον Ἐμμ. Λασιθιωτάκη καὶ Ἰωάν. Μαρκατάτη ἔναντι ὁδὸς Ἔβανς (Καινούργια Πόρτα) (984, 1079, 1297, 1104)
pouman-l3: Πληροφορίαι: (990, 1545, 1057, 1557)
section-title: ΠΕΝΘΗ (277, 335, 335, 348)
theater-listings-column (219, 97, 392, 888)
dokoumetzidis-l1: Γραφεῖον ὁδὸς Χάνδακος (1071, 1066, 1210, 1079)
announcements-title: ΑΝΑΚΟΙΝΩΣΙΣ (429, 515, 547, 535)
bank-deposits: ΚΑΤΑΘΕΣΕΙΣ (653, 1400, 766, 1422)
adrias-b1b: Ἐνάρξις τακτικῶν δρομολογίων 27 Ἀπριλίου. (709, 2060, 1137, 2079)
chatzidakis-tel: Τηλ. 3.90 (1262, 1301, 1330, 1316)
item-body: υνου Μυλοποτάμου ἐτέλε- τοὺς γάμους των τὴν π. Κυ εἰς τὸν Ι. Ναὸν Μιχαὴλ Αγγέλου. Παράνυμφος πα- ὁ Κ. Δημ. Πολιτάκης Θερ συγχαρητήρια. (39, 230, 176, 310)
theatrika-header: ΘΕΑΤΡΙΚΑ (39, 61, 213, 96)
tritsaris-name: ΑΝΤΩΝΙΟΥ ΤΡΙΤΣΑΡΗ (1020, 1871, 1261, 1901)
polountai-title: ΠΩΛΟΥΝΤΑΙ (219, 772, 392, 799)
bank-tokos-2: ΤΟΚΟΣ (516, 1871, 591, 1894)
apollon-line2: ΣΗΜΕΡΟΝ Ἡ πιὸ βιαστικὴ μορφὴ τῆς ὀθόνης ΤΖΟΡΤΖ ΜΑΡΡΕΫ σὲ μιὰ πυρακτωμένη περιπέτεια μέσα τὶς ζούγκλες καὶ καταιγίδες ὁρμητικῆς δράσεως! (41, 1443, 390, 1482)
pouman-name-1: ΕΚΔΡΟΜΕΣ ΚΑΙ ΤΑΞΕΙΔΙΑ (1012, 1435, 1269, 1462)
daily-life-banner: ΑΠΟ ΤΗΝ ΚΑΘΗΜΕΡΙΝΗ ΖΩΗ - ΤΕΧΝΗ ΚΑΙ (400, 59, 1123, 99)
maragkakis-role: ΙΑΤΡΟΣ (1104, 811, 1177, 829)
bank-b1: Εἰς τὰ (758, 1871, 803, 1888)
bank-head-1: Καθαρὸν εἴσοδημα (431, 1297, 704, 1334)
bank-rate-2: 8 (516, 1891, 553, 1960)
dretakis-l1: Διδάκτωρ τοῦ Πανεπιστημίου Ἀθηνῶν (1029, 1700, 1252, 1712)
pwleitai-title: ΠΩΛΕΙΤΑΙ (1341, 1851, 1397, 1864)
section-title: ΚΡΟΝΟΣ (219, 275, 272, 288)
bank-percent-1: % (475, 1424, 513, 1472)
bank-head-2: Καθαρὸν εἴσοδημα (509, 1820, 781, 1857)
dretakis-ad (944, 1649, 1337, 1837)
ilektra-next-film: ΧΑΛΥΒΔΙΝΕΣ ΛΟΓΧΕΣ (43, 1224, 389, 1261)
dokoumetzidis-role: Συμβολαιογράφος—Ἡρακλείου (1025, 1045, 1256, 1060)
bank-rate-1: 9 (438, 1407, 476, 1476)
next-page-edge (1556, 0, 1571, 2324)
kronos-cinema-ad (39, 1756, 392, 2017)
item-body: ΕΥΘΕΡΙΟΣ Δ. ΝΙΩΤΗΣ ΓΓΕΛΙΑ Ν. ΤΖΟΥΑΝΟΥ εσαν τοὺς γάμους των τὴν Κυριακὴν 20 τρέχ. Παρα ς παρέστη ὁ Κ. Γεώρ. Δο κης. Θερμὰ συγχαρητήρια. (39, 117, 174, 196)
dretakis-role: ΕΙΔΙΚΟΣ ΟΡΘΟΠΕΔΙΚΟΣ ΧΕΙΡΟΥΡΓΟΣ (1052, 1683, 1229, 1695)
pwleitai-signature: 1—10 (1510, 1916, 1540, 1928)
theamata-header: ΘΕΑΜΑΤΑ (219, 61, 394, 96)
tritsaris-ad (944, 1850, 1337, 2011)
apollon-next-intro: Μὲ τὴν πιὸ γοητευτικὴ ἀποκάλυψη τῆς ὀθόνης ΥΒΕΤ ΝΤΟΥΓΚΑΙ (57, 1559, 374, 1571)
